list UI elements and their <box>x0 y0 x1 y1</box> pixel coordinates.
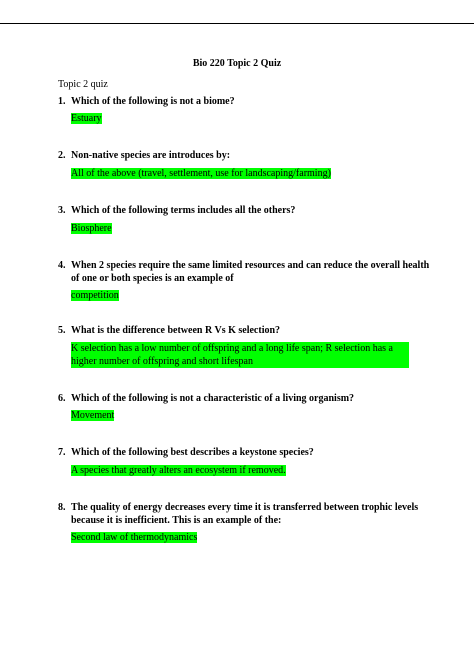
answer-highlight: Estuary <box>71 113 102 124</box>
question-7 <box>58 446 438 459</box>
answer-7 <box>71 464 286 477</box>
top-rule <box>0 23 474 24</box>
answer-8 <box>71 531 197 544</box>
question-number: 2. <box>58 150 66 161</box>
answer-1 <box>71 112 102 125</box>
question-3 <box>58 204 438 217</box>
question-text: When 2 species require the same limited resources and can reduce the overall health of one or both species is an example of <box>71 260 430 284</box>
answer-6 <box>71 409 114 422</box>
question-number: 3. <box>58 205 66 216</box>
answer-highlight: competition <box>71 290 119 301</box>
answer-highlight: All of the above (travel, settlement, use for landscaping/farming) <box>71 168 331 179</box>
answer-highlight: Movement <box>71 410 115 421</box>
answer-5: K selection has a low number of offspring and a long life span; R selection has a higher number of offspring and short lifespan <box>71 342 409 368</box>
question-8 <box>58 501 438 527</box>
document-title: Bio 220 Topic 2 Quiz <box>192 58 282 69</box>
question-5 <box>58 324 438 337</box>
question-1 <box>58 95 438 108</box>
answer-3 <box>71 222 112 235</box>
question-text: Which of the following terms includes all the others? <box>71 205 296 216</box>
question-2 <box>58 149 438 162</box>
question-number: 6. <box>58 393 66 404</box>
question-text: The quality of energy decreases every time it is transferred between trophic levels because it is inefficient. This is an example of the: <box>71 502 419 526</box>
answer-2 <box>71 167 331 180</box>
answer-4 <box>71 289 119 302</box>
question-text: Non-native species are introduces by: <box>71 150 231 161</box>
document-subtitle: Topic 2 quiz <box>58 79 108 90</box>
question-number: 4. <box>58 260 66 271</box>
question-text: Which of the following best describes a keystone species? <box>71 447 314 458</box>
question-text: Which of the following is not a characteristic of a living organism? <box>71 393 355 404</box>
answer-highlight: Second law of thermodynamics <box>71 532 198 543</box>
question-number: 7. <box>58 447 66 458</box>
question-4 <box>58 259 438 285</box>
question-6 <box>58 392 438 405</box>
question-number: 1. <box>58 96 66 107</box>
question-text: What is the difference between R Vs K selection? <box>71 325 281 336</box>
question-text: Which of the following is not a biome? <box>71 96 235 107</box>
answer-highlight: A species that greatly alters an ecosystem if removed. <box>71 465 286 476</box>
question-number: 5. <box>58 325 66 336</box>
answer-highlight: Biosphere <box>71 223 112 234</box>
question-number: 8. <box>58 502 66 513</box>
